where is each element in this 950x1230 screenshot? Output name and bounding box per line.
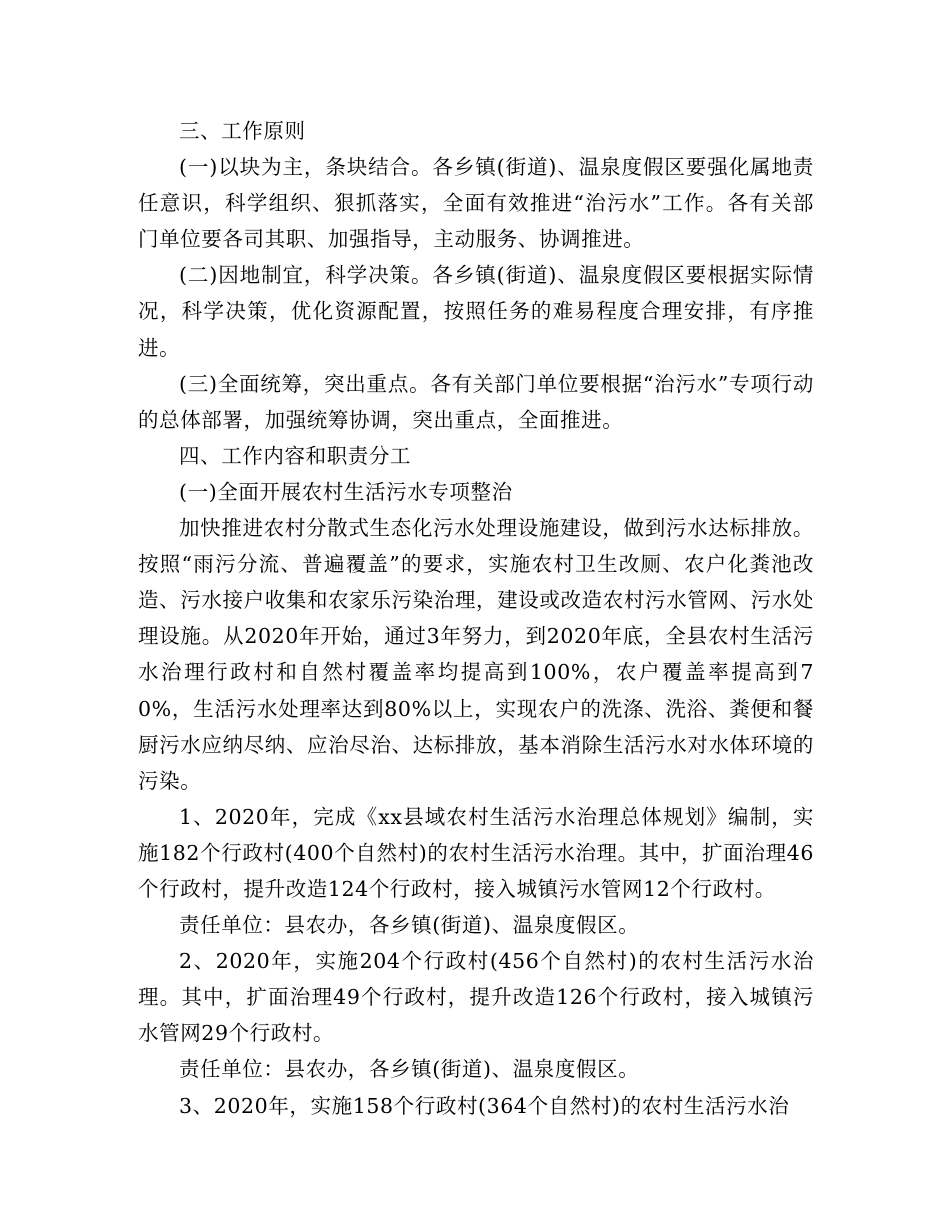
subsection-heading-rural-sewage: (一)全面开展农村生活污水专项整治 (179, 479, 513, 504)
principle-paragraph-1: (一)以块为主，条块结合。各乡镇(街道)、温泉度假区要强化属地责任意识，科学组织、狠抓落实，全面有效推进“治污水”工作。各有关部门单位要各司其职、加强指导，主动服务、协调推进。 (138, 155, 814, 252)
principle-paragraph-3: (三)全面统筹，突出重点。各有关部门单位要根据“治污水”专项行动的总体部署，加强统筹协调，突出重点，全面推进。 (138, 371, 814, 432)
body-paragraph-rural-sewage: 加快推进农村分散式生态化污水处理设施建设，做到污水达标排放。按照“雨污分流、普遍覆盖”的要求，实施农村卫生改厕、农户化粪池改造、污水接户收集和农家乐污染治理，建设或改造农村污水管网、污水处理设施。从2020年开始，通过3年努力，到2020年底，全县农村生活污水治理行政村和自然村覆盖率均提高到100%，农户覆盖率提高到70%，生活污水处理率达到80%以上，实现农户的洗涤、洗浴、粪便和餐厨污水应纳尽纳、应治尽治、达标排放，基本消除生活污水对水体环境的污染。 (138, 516, 814, 793)
task-item-1: 1、2020年，完成《xx县域农村生活污水治理总体规划》编制，实施182个行政村(400个自然村)的农村生活污水治理。其中，扩面治理46个行政村，提升改造124个行政村，接入城镇污水管网12个行政村。 (138, 804, 814, 901)
document-body (138, 113, 814, 1124)
task-item-2: 2、2020年，实施204个行政村(456个自然村)的农村生活污水治理。其中，扩面治理49个行政村，提升改造126个行政村，接入城镇污水管网29个行政村。 (138, 949, 814, 1046)
section-heading-work-content: 四、工作内容和职责分工 (179, 443, 412, 468)
task-item-3: 3、2020年，实施158个行政村(364个自然村)的农村生活污水治 (179, 1093, 790, 1118)
principle-paragraph-2: (二)因地制宜，科学决策。各乡镇(街道)、温泉度假区要根据实际情况，科学决策，优化资源配置，按照任务的难易程度合理安排，有序推进。 (138, 263, 814, 360)
responsible-unit-1: 责任单位：县农办，各乡镇(街道)、温泉度假区。 (179, 913, 640, 938)
section-heading-work-principles: 三、工作原则 (179, 119, 306, 143)
responsible-unit-2: 责任单位：县农办，各乡镇(街道)、温泉度假区。 (179, 1057, 640, 1082)
